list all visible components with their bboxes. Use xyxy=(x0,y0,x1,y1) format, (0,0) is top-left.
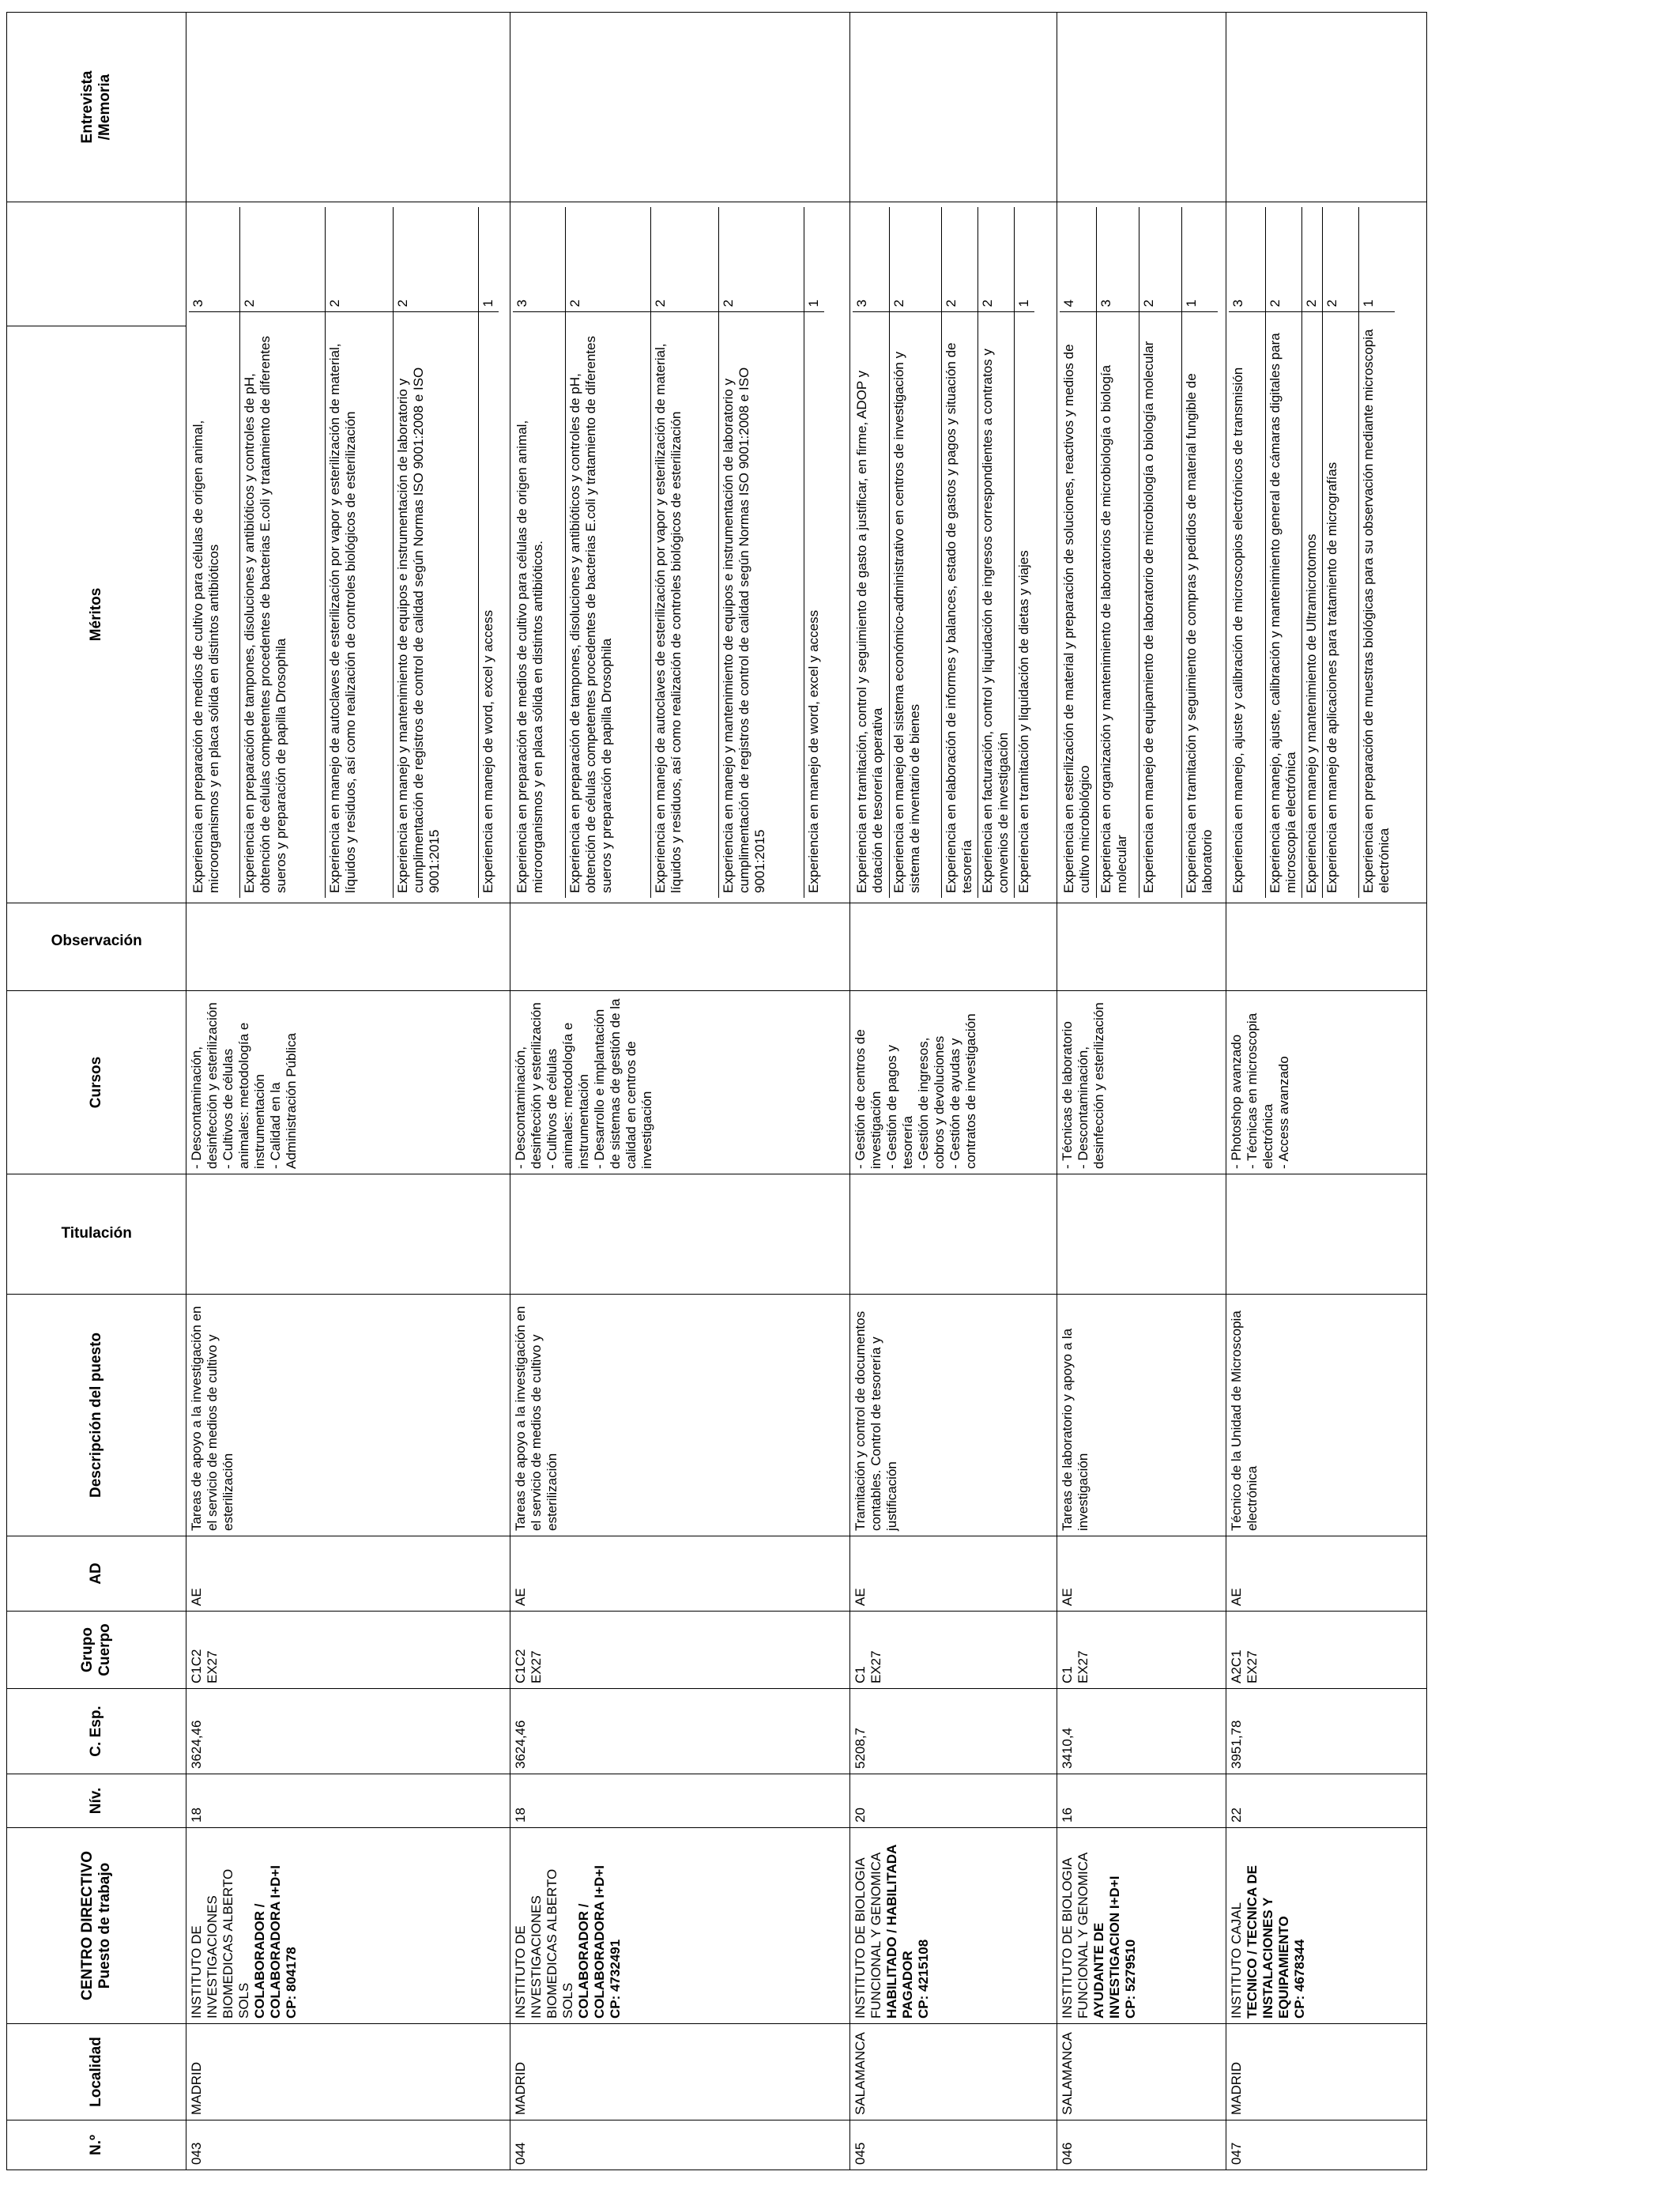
cell-entrevista xyxy=(850,13,1057,202)
table-row xyxy=(186,13,510,2170)
merito-item xyxy=(239,207,325,898)
cell-nivel: 16 xyxy=(1057,1774,1226,1828)
header-localidad: Localidad xyxy=(7,2024,186,2120)
merito-points: 3 xyxy=(189,207,239,312)
puesto-name: AYUDANTE DE INVESTIGACION I+D+I xyxy=(1091,1875,1123,2019)
table-row xyxy=(1226,13,1427,2170)
merito-item xyxy=(1014,207,1034,898)
merito-item xyxy=(1096,207,1139,898)
header-titulacion xyxy=(7,1174,186,1295)
puesto-name: TECNICO / TECNICA DE INSTALACIONES Y EQUIPAMIENTO xyxy=(1245,1865,1292,2019)
grupo-value: C1 xyxy=(1060,1666,1075,1683)
cp-code: CP: 5279510 xyxy=(1123,1939,1139,2019)
cell-numero: 043 xyxy=(186,2120,510,2170)
cuerpo-value: EX27 xyxy=(529,1650,544,1683)
header-centro-line2: Puesto de trabajo xyxy=(96,1862,113,1989)
cell-grupo xyxy=(510,1612,850,1689)
merito-item xyxy=(889,207,941,898)
cell-centro xyxy=(186,1828,510,2024)
header-entrevista-line2: /Memoria xyxy=(96,74,113,141)
cell-ad: AE xyxy=(850,1536,1057,1612)
merito-text: Experiencia en manejo de word, excel y access xyxy=(480,609,495,893)
grupo-value: C1C2 xyxy=(513,1649,528,1683)
cell-c-esp: 3951,78 xyxy=(1226,1689,1427,1774)
centro-name: INSTITUTO DE BIOLOGIA FUNCIONAL Y GENOMICA xyxy=(853,1852,884,2019)
merito-item xyxy=(189,207,239,898)
merito-text: Experiencia en preparación de medios de cultivo para células de origen animal, microorganismos y en placa sólida en distintos antibióticos. xyxy=(513,312,565,898)
cell-observacion xyxy=(1226,903,1427,991)
cell-cursos: - Descontaminación, desinfección y esterilización - Cultivos de células animales: metodología e instrumentación - Calidad en la Administración Pública xyxy=(186,991,510,1174)
header-titulacion-label: Titulación xyxy=(61,1225,132,1242)
cp-code: CP: 4215108 xyxy=(916,1939,932,2019)
merito-points: 2 xyxy=(941,207,977,312)
meritos-list xyxy=(513,207,824,898)
header-c-esp: C. Esp. xyxy=(7,1689,186,1774)
cell-numero: 047 xyxy=(1226,2120,1427,2170)
cell-centro xyxy=(1226,1828,1427,2024)
cell-cursos: - Técnicas de laboratorio - Descontaminación, desinfección y esterilización xyxy=(1057,991,1226,1174)
merito-item xyxy=(853,207,889,898)
merito-item xyxy=(513,207,565,898)
merito-text: Experiencia en manejo de autoclaves de esterilización por vapor y esterilización de material, líquidos y residuos, así como realización de controles biológicos de esterilización xyxy=(650,312,718,898)
cell-ad: AE xyxy=(1057,1536,1226,1612)
merito-item xyxy=(977,207,1014,898)
cell-grupo xyxy=(1226,1612,1427,1689)
cell-meritos xyxy=(1226,202,1427,903)
header-cursos: Cursos xyxy=(7,991,186,1174)
merito-text: Experiencia en elaboración de informes y balances, estado de gastos y pagos y situación de tesorería xyxy=(941,312,977,898)
cell-descripcion: Tareas de laboratorio y apoyo a la investigación xyxy=(1057,1295,1226,1536)
merito-text: Experiencia en manejo de equipamiento de laboratorio de microbiología o biología molecular xyxy=(1139,312,1181,898)
puesto-name: COLABORADOR / COLABORADORA I+D+I xyxy=(252,1865,284,2019)
merito-points: 2 xyxy=(718,207,804,312)
merito-points: 1 xyxy=(1014,207,1034,312)
cell-entrevista xyxy=(186,13,510,202)
merito-text: Experiencia en tramitación, control y seguimiento de gasto a justificar, en firme, ADOP y dotación de tesorería operativa xyxy=(853,312,889,898)
grupo-value: C1C2 xyxy=(189,1649,204,1683)
merito-text: Experiencia en manejo y mantenimiento de equipos e instrumentación de laboratorio y cumplimentación de registros de control de calidad según Normas ISO 9001:2008 e ISO 9001:2015 xyxy=(718,312,804,898)
cell-centro xyxy=(850,1828,1057,2024)
merito-item xyxy=(804,207,824,898)
cell-entrevista xyxy=(1226,13,1427,202)
cell-entrevista xyxy=(1057,13,1226,202)
cell-localidad: SALAMANCA xyxy=(850,2024,1057,2120)
header-ad: AD xyxy=(7,1536,186,1612)
puesto-name: HABILITADO / HABILITADA PAGADOR xyxy=(884,1845,916,2019)
merito-text: Experiencia en esterilización de material y preparación de soluciones, reactivos y medios de cultivo microbiológico xyxy=(1060,312,1096,898)
centro-name: INSTITUTO DE BIOLOGIA FUNCIONAL Y GENOMICA xyxy=(1060,1852,1091,2019)
cell-descripcion: Tareas de apoyo a la investigación en el servicio de medios de cultivo y esterilización xyxy=(510,1295,850,1536)
header-nivel: Nív. xyxy=(7,1774,186,1828)
merito-points: 3 xyxy=(1096,207,1139,312)
merito-item xyxy=(325,207,393,898)
cell-ad: AE xyxy=(1226,1536,1427,1612)
header-grupo xyxy=(7,1612,186,1689)
puesto-name: COLABORADOR / COLABORADORA I+D+I xyxy=(576,1865,608,2019)
centro-name: INSTITUTO DE INVESTIGACIONES BIOMEDICAS ALBERTO SOLS xyxy=(513,1868,576,2019)
merito-points: 1 xyxy=(1181,207,1218,312)
cell-grupo xyxy=(186,1612,510,1689)
cuerpo-value: EX27 xyxy=(868,1650,884,1683)
meritos-list xyxy=(189,207,499,898)
cell-titulacion xyxy=(850,1174,1057,1295)
merito-points: 2 xyxy=(239,207,325,312)
merito-text: Experiencia en manejo de aplicaciones para tratamiento de micrografías xyxy=(1322,312,1358,898)
cell-meritos xyxy=(1057,202,1226,903)
merito-item xyxy=(478,207,499,898)
header-entrevista-line1: Entrevista xyxy=(78,70,96,144)
cell-localidad: MADRID xyxy=(186,2024,510,2120)
meritos-list xyxy=(1229,207,1395,898)
merito-item xyxy=(941,207,977,898)
merito-item xyxy=(1060,207,1096,898)
cell-localidad: SALAMANCA xyxy=(1057,2024,1226,2120)
cp-code: CP: 4732491 xyxy=(608,1939,623,2019)
cell-observacion xyxy=(1057,903,1226,991)
cell-numero: 044 xyxy=(510,2120,850,2170)
header-row xyxy=(7,13,186,2170)
merito-item xyxy=(1265,207,1301,898)
cp-code: CP: 4678344 xyxy=(1292,1939,1308,2019)
header-centro-line1: CENTRO DIRECTIVO xyxy=(78,1851,96,2000)
merito-item xyxy=(1301,207,1322,898)
merito-text: Experiencia en tramitación y seguimiento de compras y pedidos de material fungible de laboratorio xyxy=(1183,373,1215,893)
cell-localidad: MADRID xyxy=(510,2024,850,2120)
cell-nivel: 20 xyxy=(850,1774,1057,1828)
merito-text: Experiencia en preparación de tampones, disoluciones y antibióticos y controles de pH, obtención de células competentes procedentes de bacterias E.coli y tratamiento de diferentes sueros y preparación de papilla Drosophila xyxy=(239,312,325,898)
meritos-list xyxy=(853,207,1034,898)
cell-cursos: - Gestión de centros de investigación - Gestión de pagos y tesorería - Gestión de ingresos, cobros y devoluciones - Gestión de ayudas y contratos de investigación xyxy=(850,991,1057,1174)
merito-item xyxy=(393,207,478,898)
cell-c-esp: 3410,4 xyxy=(1057,1689,1226,1774)
centro-name: INSTITUTO DE INVESTIGACIONES BIOMEDICAS ALBERTO SOLS xyxy=(189,1868,252,2019)
merito-points: 3 xyxy=(853,207,889,312)
header-observacion-label: Observación xyxy=(51,933,142,950)
cell-titulacion xyxy=(186,1174,510,1295)
cell-localidad: MADRID xyxy=(1226,2024,1427,2120)
header-puntos xyxy=(7,202,186,326)
merito-text: Experiencia en manejo y mantenimiento de Ultramicrotomos xyxy=(1301,312,1322,898)
header-entrevista xyxy=(7,13,186,202)
cell-entrevista xyxy=(510,13,850,202)
cell-numero: 045 xyxy=(850,2120,1057,2170)
cuerpo-value: EX27 xyxy=(1075,1650,1091,1683)
header-descripcion: Descripción del puesto xyxy=(7,1295,186,1536)
merito-text: Experiencia en preparación de muestras biológicas para su observación mediante microscopia electrónica xyxy=(1360,329,1392,893)
merito-points: 2 xyxy=(1139,207,1181,312)
header-centro xyxy=(7,1828,186,2024)
merito-points: 2 xyxy=(889,207,941,312)
cell-descripcion: Técnico de la Unidad de Microscopia electrónica xyxy=(1226,1295,1427,1536)
cell-grupo xyxy=(850,1612,1057,1689)
cell-cursos: - Descontaminación, desinfección y esterilización - Cultivos de células animales: metodología e instrumentación - Desarrollo e implantación de sistemas de gestión de la calidad en centros de investigación xyxy=(510,991,850,1174)
merito-text: Experiencia en manejo, ajuste, calibración y mantenimiento general de cámaras digitales para microscopía electrónica xyxy=(1265,312,1301,898)
merito-points: 2 xyxy=(393,207,478,312)
cell-titulacion xyxy=(1057,1174,1226,1295)
cell-descripcion: Tareas de apoyo a la investigación en el servicio de medios de cultivo y esterilización xyxy=(186,1295,510,1536)
merito-item xyxy=(650,207,718,898)
cell-observacion xyxy=(510,903,850,991)
merito-text: Experiencia en manejo, ajuste y calibración de microscopios electrónicos de transmisión xyxy=(1229,312,1265,898)
header-observacion xyxy=(7,903,186,991)
merito-item xyxy=(1358,207,1395,898)
merito-item xyxy=(718,207,804,898)
merito-text: Experiencia en preparación de tampones, disoluciones y antibióticos y controles de pH, obtención de células competentes procedentes de bacterias E.coli y tratamiento de diferentes sueros y preparación de papilla Drosophila xyxy=(565,312,650,898)
cell-titulacion xyxy=(1226,1174,1427,1295)
merito-points: 1 xyxy=(1358,207,1395,312)
cell-meritos xyxy=(186,202,510,903)
merito-text: Experiencia en preparación de medios de cultivo para células de origen animal, microorganismos y en placa sólida en distintos antibióticos xyxy=(189,312,239,898)
cuerpo-value: EX27 xyxy=(1245,1650,1260,1683)
cell-centro xyxy=(510,1828,850,2024)
cell-observacion xyxy=(186,903,510,991)
cell-centro xyxy=(1057,1828,1226,2024)
merito-item xyxy=(1139,207,1181,898)
table-row xyxy=(1057,13,1226,2170)
cell-nivel: 22 xyxy=(1226,1774,1427,1828)
cell-c-esp: 3624,46 xyxy=(186,1689,510,1774)
cuerpo-value: EX27 xyxy=(205,1650,220,1683)
merito-points: 2 xyxy=(977,207,1014,312)
merito-text: Experiencia en manejo de word, excel y access xyxy=(805,609,821,893)
header-grupo-line2: Cuerpo xyxy=(96,1623,113,1676)
merito-points: 2 xyxy=(565,207,650,312)
grupo-value: C1 xyxy=(853,1666,868,1683)
merito-item xyxy=(1322,207,1358,898)
merito-text: Experiencia en manejo de autoclaves de esterilización por vapor y esterilización de material, líquidos y residuos, así como realización de controles biológicos de esterilización xyxy=(325,312,393,898)
table-row xyxy=(850,13,1057,2170)
cell-numero: 046 xyxy=(1057,2120,1226,2170)
merito-points: 2 xyxy=(1301,207,1322,312)
positions-table xyxy=(6,12,1427,2170)
cell-cursos: - Photoshop avanzado - Técnicas en microscopia electrónica - Access avanzado xyxy=(1226,991,1427,1174)
cell-nivel: 18 xyxy=(186,1774,510,1828)
header-numero: N.º xyxy=(7,2120,186,2170)
merito-points: 2 xyxy=(325,207,393,312)
header-grupo-line1: Grupo xyxy=(78,1627,96,1672)
merito-text: Experiencia en manejo del sistema económico-administrativo en centros de investigación y sistema de inventario de bienes xyxy=(889,312,941,898)
merito-text: Experiencia en organización y mantenimiento de laboratorios de microbiología o biología molecular xyxy=(1096,312,1139,898)
merito-item xyxy=(1181,207,1218,898)
merito-points: 1 xyxy=(804,207,824,312)
cp-code: CP: 804178 xyxy=(284,1947,299,2019)
meritos-list xyxy=(1060,207,1218,898)
cell-grupo xyxy=(1057,1612,1226,1689)
merito-points: 4 xyxy=(1060,207,1096,312)
merito-points: 2 xyxy=(650,207,718,312)
grupo-value: A2C1 xyxy=(1229,1649,1244,1683)
merito-points: 3 xyxy=(1229,207,1265,312)
merito-points: 2 xyxy=(1265,207,1301,312)
cell-descripcion: Tramitación y control de documentos contables. Control de tesorería y justificación xyxy=(850,1295,1057,1536)
cell-c-esp: 5208,7 xyxy=(850,1689,1057,1774)
merito-text: Experiencia en manejo y mantenimiento de equipos e instrumentación de laboratorio y cumplimentación de registros de control de calidad según Normas ISO 9001:2008 e ISO 9001:2015 xyxy=(393,312,478,898)
cell-observacion xyxy=(850,903,1057,991)
cell-nivel: 18 xyxy=(510,1774,850,1828)
merito-item xyxy=(1229,207,1265,898)
cell-ad: AE xyxy=(510,1536,850,1612)
merito-text: Experiencia en tramitación y liquidación de dietas y viajes xyxy=(1015,550,1031,893)
merito-points: 1 xyxy=(478,207,499,312)
cell-titulacion xyxy=(510,1174,850,1295)
merito-points: 2 xyxy=(1322,207,1358,312)
cell-ad: AE xyxy=(186,1536,510,1612)
merito-text: Experiencia en facturación, control y liquidación de ingresos correspondientes a contratos y convenios de investigación xyxy=(977,312,1014,898)
header-meritos: Méritos xyxy=(7,326,186,903)
centro-name: INSTITUTO CAJAL xyxy=(1229,1902,1244,2019)
merito-points: 3 xyxy=(513,207,565,312)
cell-meritos xyxy=(850,202,1057,903)
merito-item xyxy=(565,207,650,898)
cell-c-esp: 3624,46 xyxy=(510,1689,850,1774)
table-row xyxy=(510,13,850,2170)
cell-meritos xyxy=(510,202,850,903)
